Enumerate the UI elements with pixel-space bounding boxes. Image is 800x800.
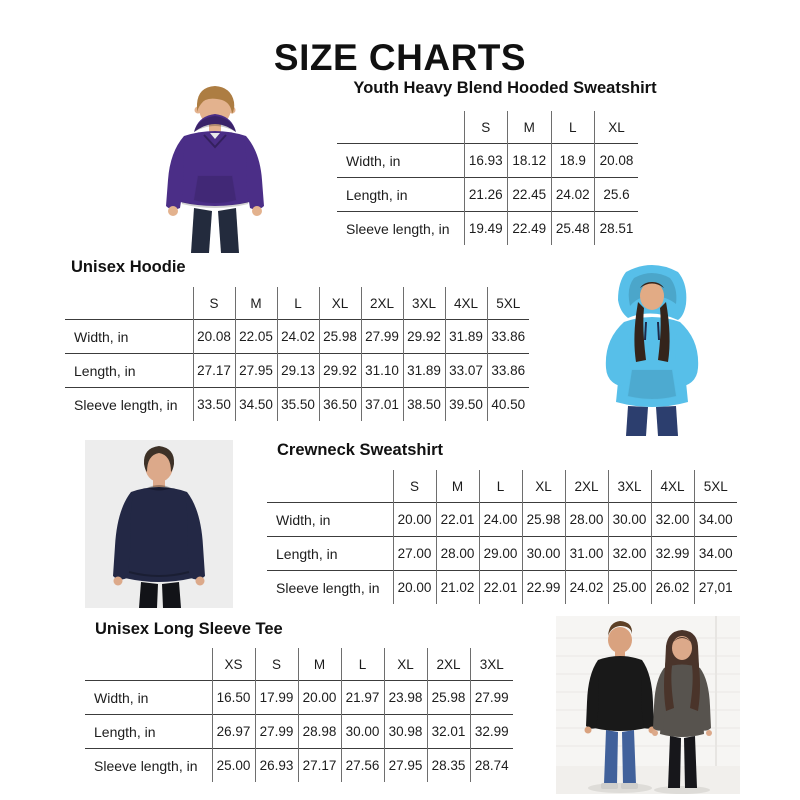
table-row <box>337 212 638 246</box>
measurement-row-label: Length, in <box>337 178 464 212</box>
size-value-cell: 21.26 <box>464 178 508 212</box>
measurement-row-label: Sleeve length, in <box>267 571 393 605</box>
size-column-header: 5XL <box>694 470 737 503</box>
size-value-cell: 32.01 <box>427 715 470 749</box>
size-value-cell: 16.93 <box>464 144 508 178</box>
table-row <box>65 354 529 388</box>
jeans <box>626 406 648 436</box>
measurement-row-label: Length, in <box>65 354 193 388</box>
woman-pants <box>668 736 681 788</box>
size-table <box>85 648 513 782</box>
size-value-cell: 25.98 <box>522 503 565 537</box>
size-value-cell: 30.00 <box>341 715 384 749</box>
size-value-cell: 26.02 <box>651 571 694 605</box>
size-value-cell: 22.05 <box>235 320 277 354</box>
jeans <box>191 208 212 253</box>
size-column-header: S <box>193 287 235 320</box>
measurement-row-label: Width, in <box>337 144 464 178</box>
size-value-cell: 16.50 <box>212 681 255 715</box>
size-value-cell: 35.50 <box>277 388 319 422</box>
size-value-cell: 21.97 <box>341 681 384 715</box>
size-value-cell: 27.00 <box>393 537 436 571</box>
size-value-cell: 25.98 <box>427 681 470 715</box>
size-value-cell: 32.99 <box>470 715 513 749</box>
size-value-cell: 24.02 <box>277 320 319 354</box>
size-column-header: L <box>551 111 595 144</box>
size-value-cell: 34.50 <box>235 388 277 422</box>
table-row <box>267 503 737 537</box>
size-table-youth-hoodie <box>337 111 638 245</box>
table-corner-cell <box>267 470 393 503</box>
size-value-cell: 24.00 <box>479 503 522 537</box>
kangaroo-pocket <box>194 176 236 203</box>
size-table-unisex-hoodie <box>65 287 529 421</box>
size-value-cell: 27,01 <box>694 571 737 605</box>
size-value-cell: 27.95 <box>235 354 277 388</box>
size-table <box>267 470 737 604</box>
measurement-row-label: Sleeve length, in <box>65 388 193 422</box>
size-value-cell: 21.02 <box>436 571 479 605</box>
size-value-cell: 28.00 <box>436 537 479 571</box>
size-value-cell: 31.00 <box>565 537 608 571</box>
size-value-cell: 40.50 <box>487 388 529 422</box>
man-jeans <box>604 730 618 784</box>
measurement-row-label: Width, in <box>65 320 193 354</box>
size-column-header: S <box>464 111 508 144</box>
size-column-header: M <box>235 287 277 320</box>
page-title: SIZE CHARTS <box>273 36 527 78</box>
hoodie-model-photo <box>590 256 770 436</box>
size-column-header: S <box>393 470 436 503</box>
size-value-cell: 27.99 <box>255 715 298 749</box>
size-value-cell: 36.50 <box>319 388 361 422</box>
section-title-unisex-hoodie: Unisex Hoodie <box>71 258 186 276</box>
size-value-cell: 28.35 <box>427 749 470 783</box>
table-row <box>85 715 513 749</box>
size-column-header: XL <box>522 470 565 503</box>
size-value-cell: 33.86 <box>487 354 529 388</box>
size-value-cell: 22.01 <box>479 571 522 605</box>
size-value-cell: 31.10 <box>361 354 403 388</box>
size-value-cell: 38.50 <box>403 388 445 422</box>
kangaroo-pocket <box>628 370 676 399</box>
size-column-header: 3XL <box>608 470 651 503</box>
size-value-cell: 27.56 <box>341 749 384 783</box>
size-value-cell: 20.08 <box>193 320 235 354</box>
size-value-cell: 20.00 <box>298 681 341 715</box>
size-value-cell: 33.86 <box>487 320 529 354</box>
size-value-cell: 30.00 <box>522 537 565 571</box>
size-column-header: XL <box>384 648 427 681</box>
table-corner-cell <box>85 648 212 681</box>
size-value-cell: 27.99 <box>470 681 513 715</box>
size-value-cell: 19.49 <box>464 212 508 246</box>
table-row <box>85 749 513 783</box>
size-value-cell: 29.00 <box>479 537 522 571</box>
size-column-header: 3XL <box>403 287 445 320</box>
size-value-cell: 23.98 <box>384 681 427 715</box>
size-column-header: 4XL <box>651 470 694 503</box>
measurement-row-label: Width, in <box>267 503 393 537</box>
size-value-cell: 28.00 <box>565 503 608 537</box>
size-value-cell: 29.92 <box>319 354 361 388</box>
size-value-cell: 32.00 <box>608 537 651 571</box>
size-value-cell: 28.98 <box>298 715 341 749</box>
size-column-header: M <box>436 470 479 503</box>
size-value-cell: 25.00 <box>608 571 651 605</box>
size-value-cell: 22.45 <box>508 178 552 212</box>
table-row <box>65 388 529 422</box>
size-table-crewneck <box>267 470 737 604</box>
size-value-cell: 29.92 <box>403 320 445 354</box>
size-value-cell: 27.17 <box>193 354 235 388</box>
size-value-cell: 26.93 <box>255 749 298 783</box>
measurement-row-label: Length, in <box>85 715 212 749</box>
table-corner-cell <box>337 111 464 144</box>
size-value-cell: 27.99 <box>361 320 403 354</box>
grey-long-sleeve-tee <box>653 665 711 738</box>
size-column-header: 4XL <box>445 287 487 320</box>
size-value-cell: 27.17 <box>298 749 341 783</box>
crewneck-model-photo <box>85 440 233 608</box>
size-column-header: L <box>479 470 522 503</box>
size-value-cell: 20.00 <box>393 503 436 537</box>
table-row <box>267 537 737 571</box>
section-title-long-sleeve-tee: Unisex Long Sleeve Tee <box>95 620 283 638</box>
size-value-cell: 17.99 <box>255 681 298 715</box>
youth-model-photo <box>128 78 298 253</box>
section-title-crewneck: Crewneck Sweatshirt <box>277 441 443 459</box>
size-value-cell: 24.02 <box>551 178 595 212</box>
size-column-header: 2XL <box>565 470 608 503</box>
size-value-cell: 20.00 <box>393 571 436 605</box>
long-sleeve-models-photo <box>556 616 740 794</box>
size-value-cell: 25.48 <box>551 212 595 246</box>
size-column-header: M <box>508 111 552 144</box>
size-value-cell: 22.49 <box>508 212 552 246</box>
size-value-cell: 20.08 <box>595 144 639 178</box>
trousers <box>139 582 158 608</box>
size-table <box>65 287 529 421</box>
size-column-header: XL <box>319 287 361 320</box>
table-row <box>337 178 638 212</box>
size-column-header: 2XL <box>427 648 470 681</box>
size-value-cell: 18.12 <box>508 144 552 178</box>
section-title-youth-hoodie: Youth Heavy Blend Hooded Sweatshirt <box>353 79 657 97</box>
size-column-header: S <box>255 648 298 681</box>
table-row <box>337 144 638 178</box>
table-corner-cell <box>65 287 193 320</box>
size-value-cell: 25.6 <box>595 178 639 212</box>
measurement-row-label: Sleeve length, in <box>337 212 464 246</box>
size-table-long-sleeve-tee <box>85 648 513 782</box>
face <box>640 282 664 310</box>
size-value-cell: 31.89 <box>445 320 487 354</box>
size-value-cell: 18.9 <box>551 144 595 178</box>
size-value-cell: 22.01 <box>436 503 479 537</box>
size-column-header: M <box>298 648 341 681</box>
size-value-cell: 28.51 <box>595 212 639 246</box>
size-column-header: 5XL <box>487 287 529 320</box>
table-row <box>267 571 737 605</box>
size-column-header: L <box>277 287 319 320</box>
size-column-header: 2XL <box>361 287 403 320</box>
table-row <box>85 681 513 715</box>
size-value-cell: 30.98 <box>384 715 427 749</box>
size-value-cell: 34.00 <box>694 503 737 537</box>
measurement-row-label: Length, in <box>267 537 393 571</box>
size-column-header: L <box>341 648 384 681</box>
size-value-cell: 33.50 <box>193 388 235 422</box>
size-value-cell: 27.95 <box>384 749 427 783</box>
size-value-cell: 28.74 <box>470 749 513 783</box>
table-row <box>65 320 529 354</box>
size-value-cell: 37.01 <box>361 388 403 422</box>
size-value-cell: 33.07 <box>445 354 487 388</box>
measurement-row-label: Sleeve length, in <box>85 749 212 783</box>
black-long-sleeve-tee <box>586 656 654 731</box>
size-column-header: XL <box>595 111 639 144</box>
size-value-cell: 22.99 <box>522 571 565 605</box>
measurement-row-label: Width, in <box>85 681 212 715</box>
size-value-cell: 39.50 <box>445 388 487 422</box>
size-column-header: 3XL <box>470 648 513 681</box>
size-value-cell: 32.00 <box>651 503 694 537</box>
size-column-header: XS <box>212 648 255 681</box>
navy-crewneck-garment <box>113 487 205 582</box>
size-value-cell: 24.02 <box>565 571 608 605</box>
size-value-cell: 32.99 <box>651 537 694 571</box>
size-value-cell: 25.00 <box>212 749 255 783</box>
size-value-cell: 29.13 <box>277 354 319 388</box>
woman-face <box>672 636 692 660</box>
size-value-cell: 34.00 <box>694 537 737 571</box>
size-value-cell: 26.97 <box>212 715 255 749</box>
size-table <box>337 111 638 245</box>
size-value-cell: 25.98 <box>319 320 361 354</box>
size-value-cell: 30.00 <box>608 503 651 537</box>
size-value-cell: 31.89 <box>403 354 445 388</box>
